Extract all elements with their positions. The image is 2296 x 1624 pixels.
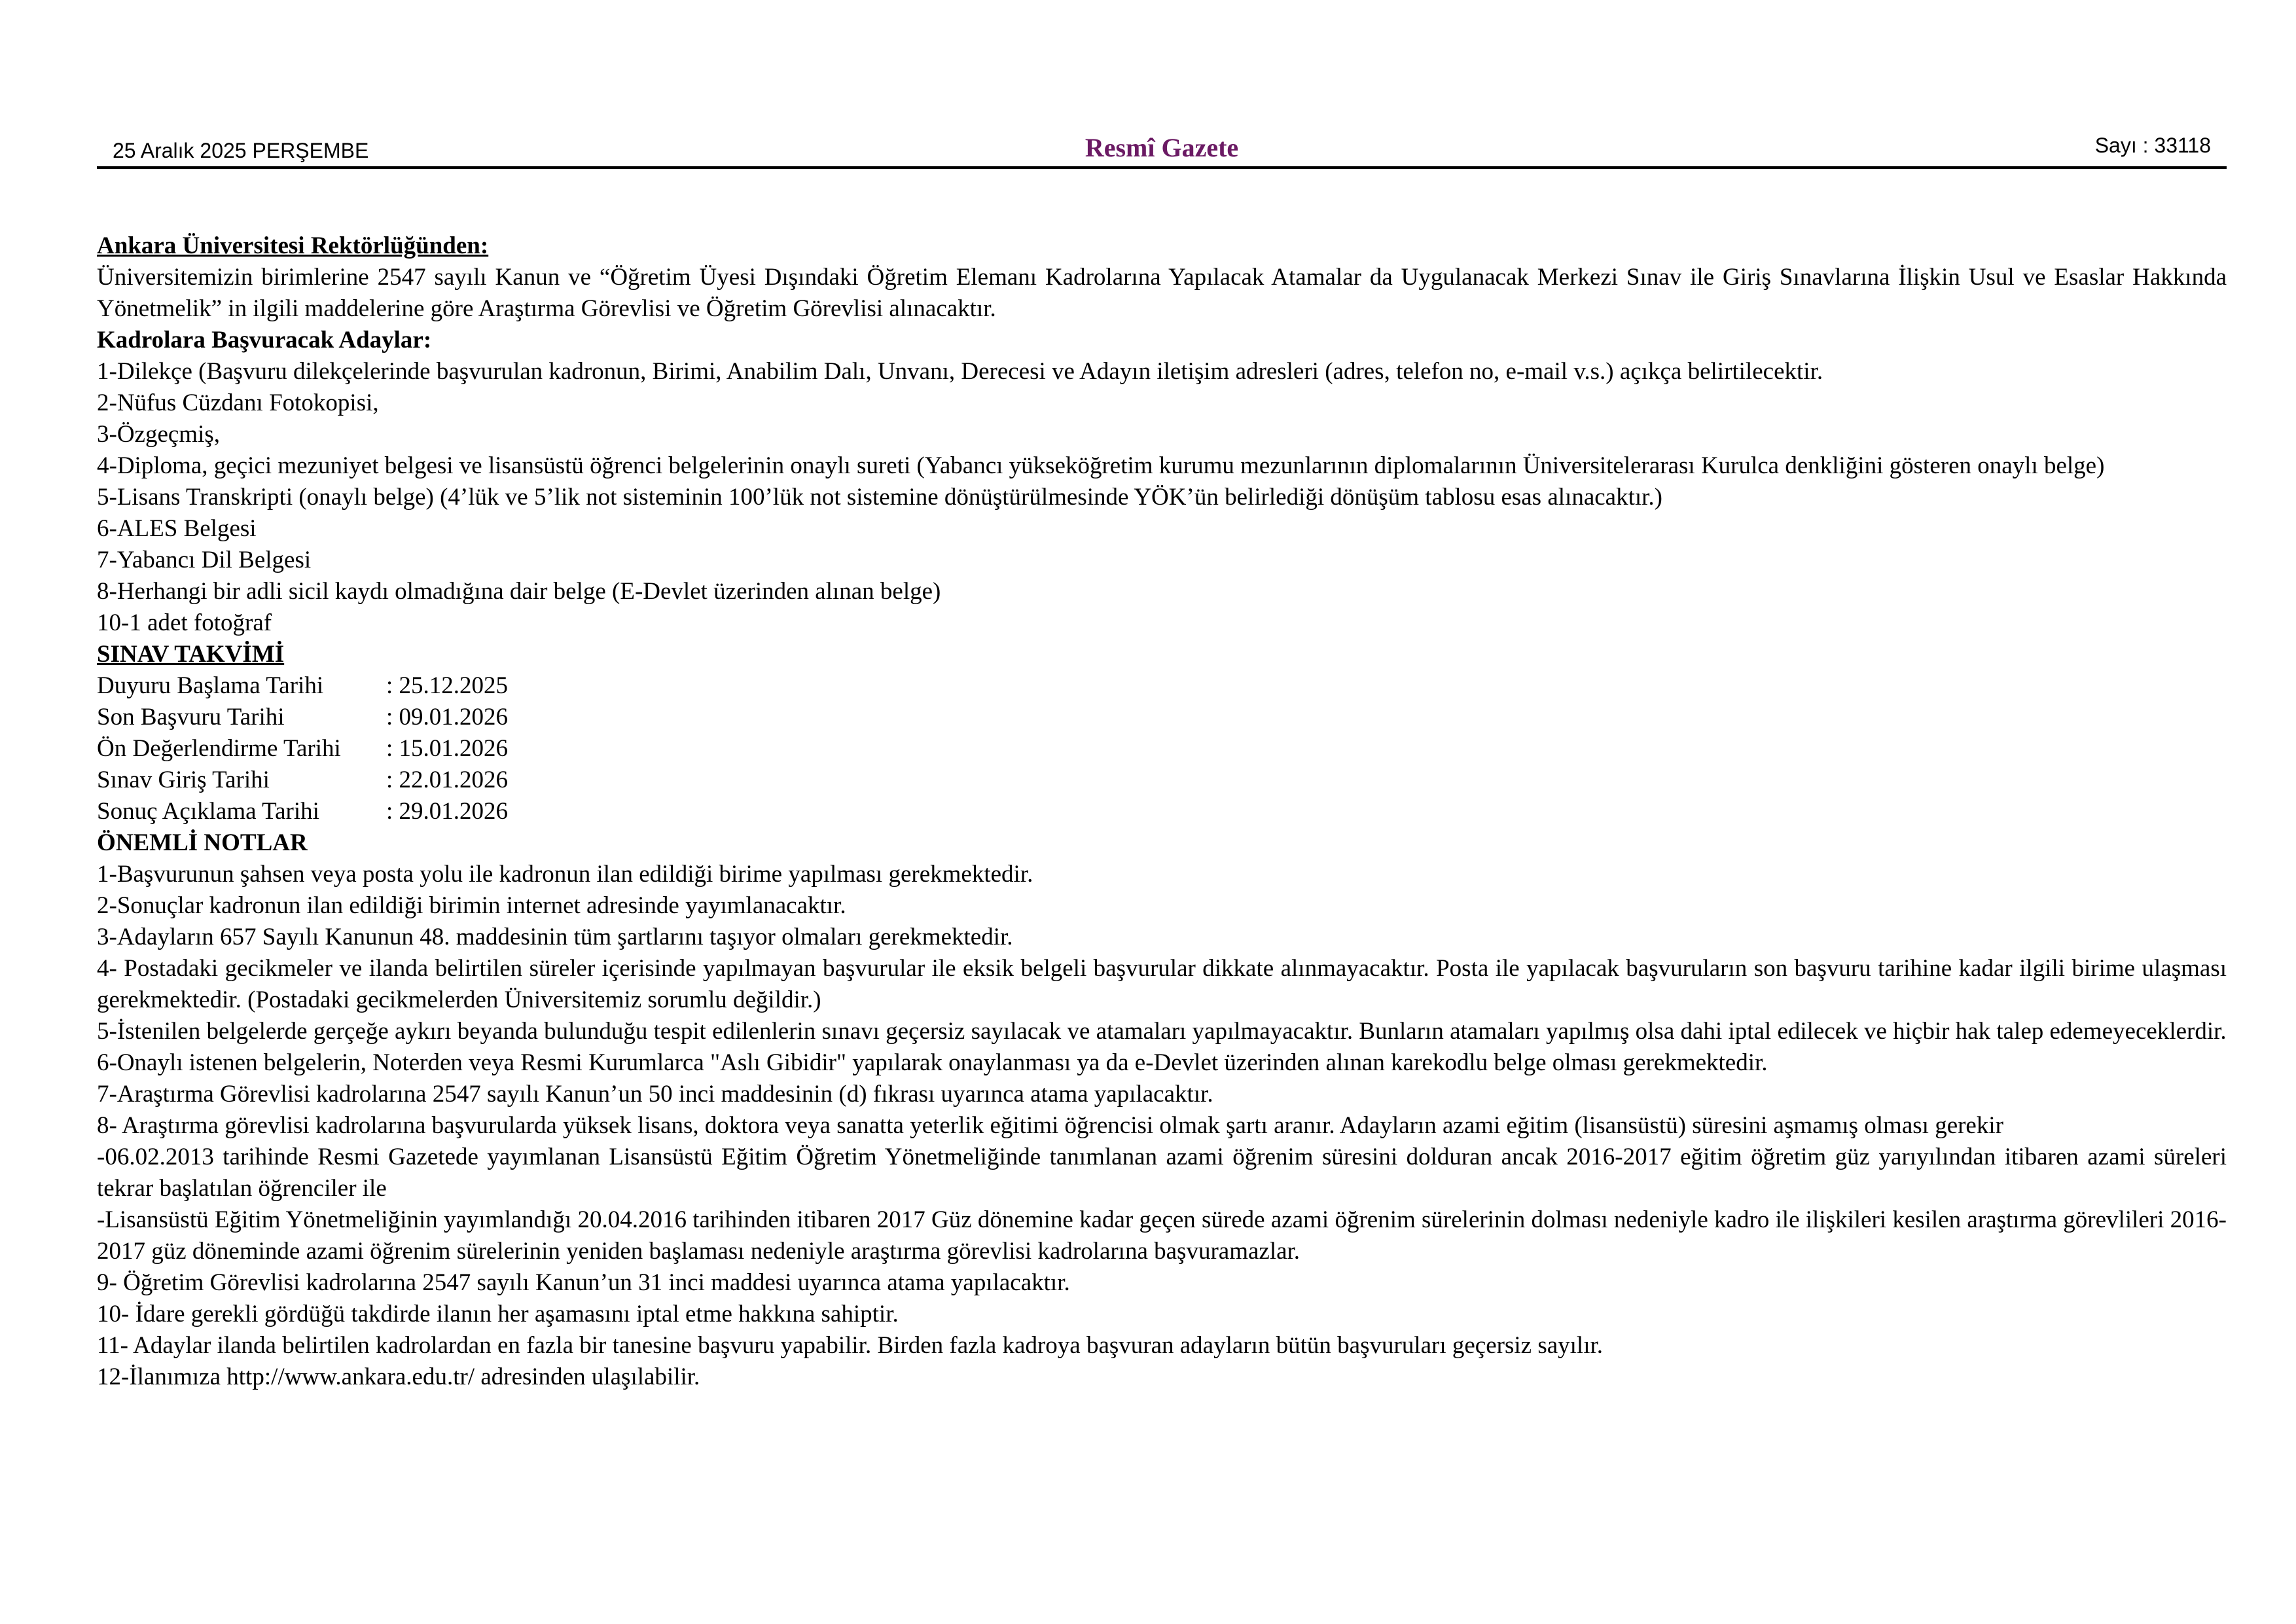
- calendar-row: [97, 765, 2227, 796]
- calendar-row: [97, 702, 2227, 733]
- note-item: 4- Postadaki gecikmeler ve ilanda belirtilen süreler içerisinde yapılmayan başvurular ile eksik belgeli başvurular dikkate alınmayacaktır. Posta ile yapılacak başvuruların son başvuru tarihine kadar ilgili birime ulaşması gerekmektedir. (Postadaki gecikmelerden Üniversitemiz sorumlu değildir.): [97, 955, 2227, 1013]
- notes-heading: ÖNEMLİ NOTLAR: [97, 829, 308, 856]
- gazette-title: Resmî Gazete: [1085, 133, 1239, 162]
- note-item: 3-Adayların 657 Sayılı Kanunun 48. maddesinin tüm şartlarını taşıyor olmaları gerekmektedir.: [97, 924, 1013, 950]
- calendar-row: [97, 796, 2227, 827]
- note-item: -Lisansüstü Eğitim Yönetmeliğinin yayımlandığı 20.04.2016 tarihinden itibaren 2017 Güz dönemine kadar geçen sürede azami öğrenim sürelerinin dolması nedeniyle kadro ile ilişkileri kesilen araştırma görevlileri 2016-2017 güz döneminde azami öğrenim sürelerinin yeniden başlaması nedeniyle araştırma görevlisi kadrolarına başvuramazlar.: [97, 1206, 2227, 1265]
- calendar-label: Son Başvuru Tarihi: [97, 704, 285, 731]
- document-item: 10-1 adet fotoğraf: [97, 609, 272, 636]
- document-item: 3-Özgeçmiş,: [97, 421, 221, 448]
- calendar-heading: SINAV TAKVİMİ: [97, 641, 285, 668]
- calendar-label: Sınav Giriş Tarihi: [97, 767, 270, 793]
- calendar-row: [97, 733, 2227, 765]
- calendar-row: [97, 670, 2227, 702]
- intro-paragraph: Üniversitemizin birimlerine 2547 sayılı Kanun ve “Öğretim Üyesi Dışındaki Öğretim Elemanı Kadrolarına Yapılacak Atamalar da Uygulanacak Merkezi Sınav ile Giriş Sınavlarına İlişkin Usul ve Esaslar Hakkında Yönetmelik” in ilgili maddelerine göre Araştırma Görevlisi ve Öğretim Görevlisi alınacaktır.: [97, 264, 2227, 322]
- calendar-label: Duyuru Başlama Tarihi: [97, 672, 324, 699]
- calendar-label: Ön Değerlendirme Tarihi: [97, 735, 341, 762]
- document-item: 6-ALES Belgesi: [97, 515, 257, 542]
- document-item: 5-Lisans Transkripti (onaylı belge) (4’lük ve 5’lik not sisteminin 100’lük not sistemine dönüştürülmesinde YÖK’ün belirlediği dönüşüm tablosu esas alınacaktır.): [97, 484, 1662, 511]
- note-item: -06.02.2013 tarihinde Resmi Gazetede yayımlanan Lisansüstü Eğitim Öğretim Yönetmeliğinde tanımlanan azami öğrenim süresini dolduran ancak 2016-2017 eğitim öğretim güz yarıyılından itibaren azami süreleri tekrar başlatılan öğrenciler ile: [97, 1144, 2227, 1202]
- calendar-date: : 22.01.2026: [386, 767, 509, 793]
- calendar-date: : 29.01.2026: [386, 798, 509, 825]
- page-header: [97, 131, 2227, 168]
- note-item: 11- Adaylar ilanda belirtilen kadrolardan en fazla bir tanesine başvuru yapabilir. Birden fazla kadroya başvuran adayların bütün başvuruları geçersiz sayılır.: [97, 1332, 1604, 1359]
- note-item: 7-Araştırma Görevlisi kadrolarına 2547 sayılı Kanun’un 50 inci maddesinin (d) fıkrası uyarınca atama yapılacaktır.: [97, 1081, 1213, 1108]
- document-item: 4-Diploma, geçici mezuniyet belgesi ve lisansüstü öğrenci belgelerinin onaylı sureti (Yabancı yükseköğretim kurumu mezunlarının diplomalarının Üniversitelerarası Kurulca denkliğini gösteren onaylı belge): [97, 452, 2105, 479]
- header-divider: [97, 166, 2227, 169]
- note-item: 5-İstenilen belgelerde gerçeğe aykırı beyanda bulunduğu tespit edilenlerin sınavı geçersiz sayılacak ve atamaları yapılmayacaktır. Bunların atamaları yapılmış olsa dahi iptal edilecek ve hiçbir hak talep edemeyeceklerdir.: [97, 1018, 2227, 1045]
- header-date: 25 Aralık 2025 PERŞEMBE: [113, 139, 369, 162]
- document-item: 8-Herhangi bir adli sicil kaydı olmadığına dair belge (E-Devlet üzerinden alınan belge): [97, 578, 941, 605]
- documents-heading: Kadrolara Başvuracak Adaylar:: [97, 327, 432, 353]
- note-item: 8- Araştırma görevlisi kadrolarına başvurularda yüksek lisans, doktora veya sanatta yeterlik eğitimi öğrencisi olmak şartı aranır. Adayların azami eğitim (lisansüstü) süresini aşmamış olması gerekir: [97, 1112, 2003, 1139]
- note-item: 1-Başvurunun şahsen veya posta yolu ile kadronun ilan edildiği birime yapılması gerekmektedir.: [97, 861, 1033, 888]
- calendar-date: : 25.12.2025: [386, 672, 509, 699]
- note-item: 9- Öğretim Görevlisi kadrolarına 2547 sayılı Kanun’un 31 inci maddesi uyarınca atama yapılacaktır.: [97, 1269, 1070, 1296]
- note-item: 10- İdare gerekli gördüğü takdirde ilanın her aşamasını iptal etme hakkına sahiptir.: [97, 1301, 899, 1327]
- calendar-date: : 09.01.2026: [386, 704, 509, 731]
- document-item: 1-Dilekçe (Başvuru dilekçelerinde başvurulan kadronun, Birimi, Anabilim Dalı, Unvanı, Derecesi ve Adayın iletişim adresleri (adres, telefon no, e-mail v.s.) açıkça belirtilecektir.: [97, 358, 1823, 385]
- note-item-website: 12-İlanımıza http://www.ankara.edu.tr/ adresinden ulaşılabilir.: [97, 1363, 700, 1390]
- announcement-body: [97, 230, 2227, 1393]
- institution-heading: Ankara Üniversitesi Rektörlüğünden:: [97, 232, 489, 259]
- note-item: 6-Onaylı istenen belgelerin, Noterden veya Resmi Kurumlarca "Aslı Gibidir" yapılarak onaylanması ya da e-Devlet üzerinden alınan karekodlu belge olması gerekmektedir.: [97, 1049, 1768, 1076]
- note-item: 2-Sonuçlar kadronun ilan edildiği birimin internet adresinde yayımlanacaktır.: [97, 892, 846, 919]
- calendar-date: : 15.01.2026: [386, 735, 509, 762]
- calendar-label: Sonuç Açıklama Tarihi: [97, 798, 319, 825]
- issue-number: Sayı : 33118: [2094, 134, 2211, 157]
- document-item: 7-Yabancı Dil Belgesi: [97, 547, 312, 573]
- document-item: 2-Nüfus Cüzdanı Fotokopisi,: [97, 389, 379, 416]
